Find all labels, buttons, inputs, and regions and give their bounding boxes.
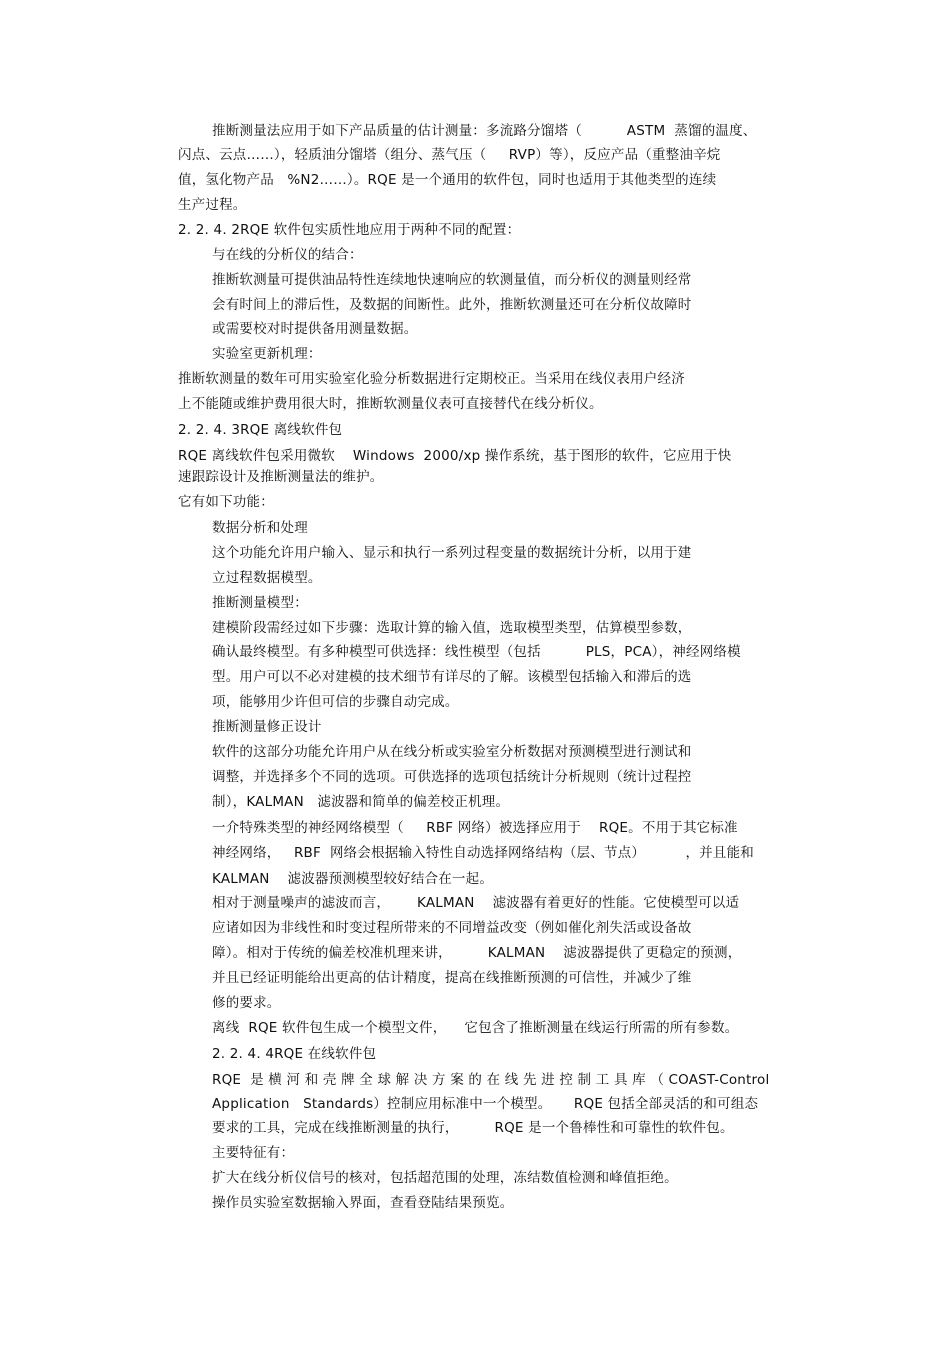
- text-line: 调整，并选择多个不同的选项。可供选择的选项包括统计分析规则（统计过程控: [212, 769, 692, 785]
- text-line: RQE 离线软件包采用微软 Windows 2000/xp 操作系统，基于图形的软件，它应用于快: [178, 448, 732, 464]
- text-line: 神经网络， RBF 网络会根据输入特性自动选择网络结构（层、节点） ，并且能和: [212, 845, 754, 861]
- text-line: 修的要求。: [212, 995, 281, 1011]
- text-line: 闪点、云点……），轻质油分馏塔（组分、蒸气压（ RVP）等），反应产品（重整油辛烷: [178, 147, 721, 163]
- text-line: 会有时间上的滞后性，及数据的间断性。此外，推断软测量还可在分析仪故障时: [212, 297, 692, 313]
- text-line: 障）。相对于传统的偏差校准机理来讲， KALMAN 滤波器提供了更稳定的预测，: [212, 945, 742, 961]
- text-line: 上不能随或维护费用很大时，推断软测量仪表可直接替代在线分析仪。: [178, 396, 603, 412]
- text-line: 软件的这部分功能允许用户从在线分析或实验室分析数据对预测模型进行测试和: [212, 744, 692, 760]
- text-line: 操作员实验室数据输入界面，查看登陆结果预览。: [212, 1195, 514, 1211]
- text-line: 扩大在线分析仪信号的核对，包括超范围的处理，冻结数值检测和峰值拒绝。: [212, 1170, 678, 1186]
- section-heading: 2. 2. 4. 3RQE 离线软件包: [178, 422, 343, 438]
- text-line: 相对于测量噪声的滤波而言， KALMAN 滤波器有着更好的性能。它使模型可以适: [212, 895, 740, 911]
- section-heading: 2. 2. 4. 4RQE 在线软件包: [212, 1046, 377, 1062]
- text-line: 应诸如因为非线性和时变过程所带来的不同增益改变（例如催化剂失活或设备故: [212, 920, 692, 936]
- text-line: 建模阶段需经过如下步骤：选取计算的输入值，选取模型类型，估算模型参数，: [212, 620, 692, 636]
- text-line: 它有如下功能：: [178, 494, 274, 510]
- text-line: 实验室更新机理：: [212, 346, 322, 362]
- text-line: 生产过程。: [178, 197, 247, 213]
- text-line: 推断测量模型：: [212, 595, 308, 611]
- text-line: 型。用户可以不必对建模的技术细节有详尽的了解。该模型包括输入和滞后的选: [212, 669, 692, 685]
- text-line: 推断软测量可提供油品特性连续地快速响应的软测量值，而分析仪的测量则经常: [212, 272, 692, 288]
- text-line: KALMAN 滤波器预测模型较好结合在一起。: [212, 871, 494, 887]
- text-line: RQE 是 横 河 和 壳 牌 全 球 解 决 方 案 的 在 线 先 进 控 制 工 具 库 （ COAST-Control: [212, 1072, 770, 1088]
- text-line: 或需要校对时提供备用测量数据。: [212, 321, 418, 337]
- text-line: 这个功能允许用户输入、显示和执行一系列过程变量的数据统计分析，以用于建: [212, 545, 692, 561]
- text-line: 速跟踪设计及推断测量法的维护。: [178, 469, 384, 485]
- text-line: Application Standards）控制应用标准中一个模型。 RQE 包括全部灵活的和可组态: [212, 1096, 759, 1112]
- text-line: 一介特殊类型的神经网络模型（ RBF 网络）被选择应用于 RQE。不用于其它标准: [212, 820, 738, 836]
- text-line: 立过程数据模型。: [212, 570, 322, 586]
- text-line: 项，能够用少许但可信的步骤自动完成。: [212, 694, 459, 710]
- section-heading: 2. 2. 4. 2RQE 软件包实质性地应用于两种不同的配置：: [178, 222, 521, 238]
- text-line: 数据分析和处理: [212, 520, 308, 536]
- text-line: 与在线的分析仪的结合：: [212, 247, 363, 263]
- text-line: 确认最终模型。有多种模型可供选择：线性模型（包括 PLS，PCA），神经网络模: [212, 644, 741, 660]
- text-line: 推断测量法应用于如下产品质量的估计测量：多流路分馏塔（ ASTM 蒸馏的温度、: [212, 123, 757, 139]
- text-line: 离线 RQE 软件包生成一个模型文件， 它包含了推断测量在线运行所需的所有参数。: [212, 1020, 739, 1036]
- text-line: 主要特征有：: [212, 1145, 295, 1161]
- text-line: 制），KALMAN 滤波器和简单的偏差校正机理。: [212, 794, 510, 810]
- text-line: 推断软测量的数年可用实验室化验分析数据进行定期校正。当采用在线仪表用户经济: [178, 371, 685, 387]
- text-line: 值，氢化物产品 %N2……）。RQE 是一个通用的软件包，同时也适用于其他类型的连续: [178, 172, 717, 188]
- text-line: 并且已经证明能给出更高的估计精度，提高在线推断预测的可信性，并减少了维: [212, 970, 692, 986]
- text-line: 推断测量修正设计: [212, 719, 322, 735]
- text-line: 要求的工具，完成在线推断测量的执行， RQE 是一个鲁棒性和可靠性的软件包。: [212, 1120, 734, 1136]
